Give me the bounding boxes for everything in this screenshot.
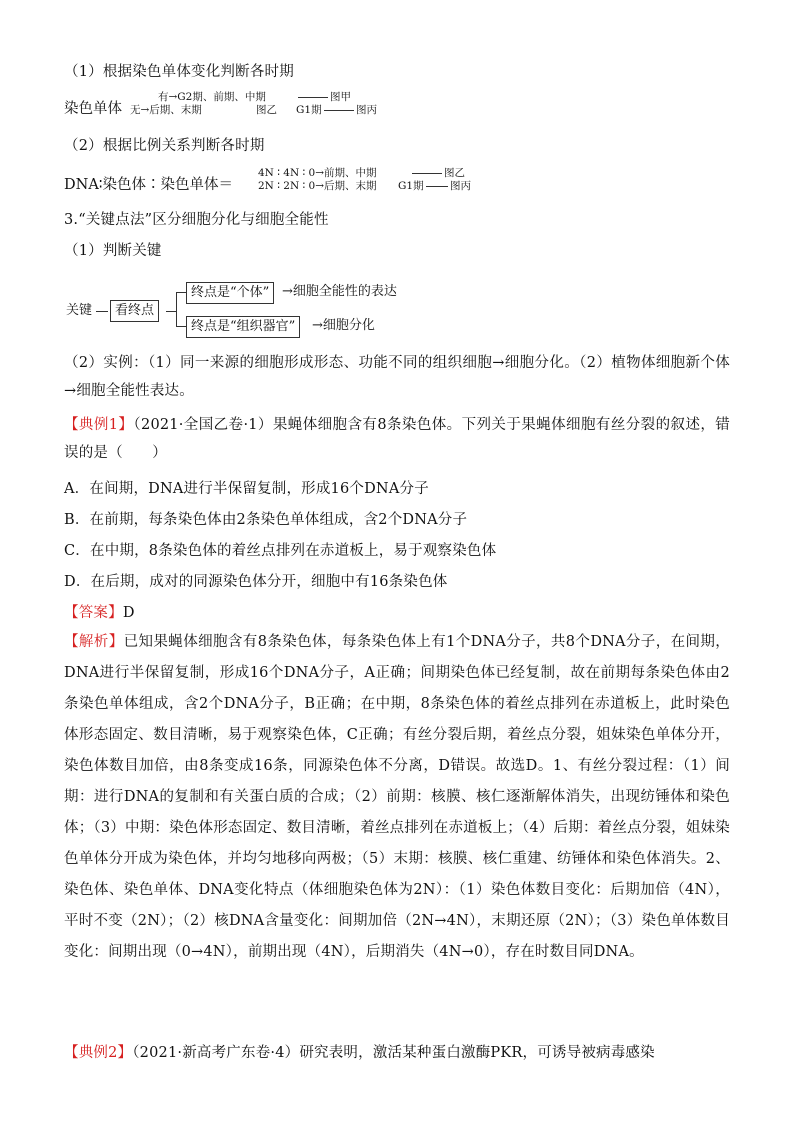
example1-analysis (64, 627, 730, 968)
example2-question (64, 1043, 655, 1063)
diagram-branch-stub (166, 311, 176, 312)
analysis-tag: 【解析】 (64, 634, 124, 650)
example1-option-d: D．在后期，成对的同源染色体分开，细胞中有16条染色体 (64, 574, 448, 590)
heading-key-point-method: 3.“关键点法”区分细胞分化与细胞全能性 (64, 212, 329, 228)
diagram-end-tissue-box: 终点是“组织器官” (186, 316, 300, 338)
diagram-branch-bottom (176, 326, 186, 327)
chromatid-have-target: 图甲 (330, 91, 351, 103)
chromatid-branch-g1: G1期 (296, 104, 322, 116)
diagram-result-differentiation: →细胞分化 (312, 318, 375, 333)
diagram-result-totipotency: →细胞全能性的表达 (282, 284, 397, 299)
example2-stem: （2021·新高考广东卷·4）研究表明，激活某种蛋白激酶PKR，可诱导被病毒感染 (132, 1045, 655, 1061)
example1-stem: （2021·全国乙卷·1）果蝇体细胞含有8条染色体。下列关于果蝇体细胞有丝分裂的叙述，错误的是（ ） (64, 417, 730, 461)
example1-answer (64, 603, 135, 623)
heading-chromatid-method: （1）根据染色单体变化判断各时期 (64, 64, 294, 80)
diagram-branch-vertical (176, 292, 177, 326)
chromatid-prefix: 染色单体 (64, 101, 122, 117)
example-paragraph: （2）实例：（1）同一来源的细胞形成形态、功能不同的组织细胞→细胞分化。（2）植物体细胞新个体→细胞全能性表达。 (64, 355, 730, 399)
example1-option-a: A．在间期，DNA进行半保留复制，形成16个DNA分子 (64, 481, 429, 497)
ratio-bottom-g1: G1期 (398, 180, 424, 192)
analysis-text: 已知果蝇体细胞含有8条染色体，每条染色体上有1个DNA分子，共8个DNA分子，在间期，DNA进行半保留复制，形成16个DNA分子，A正确；间期染色体已经复制，故在前期每条染色体由2条染色单体组成，含2个DNA分子，B正确；在中期，8条染色体的着丝点排列在赤道板上，此时染色体形态固定、数目清晰，易于观察染色体，C正确；有丝分裂后期，着丝点分裂，姐妹染色单体分开，染色体数目加倍，由8条变成16条，同源染色体不分离，D错误。故选D。1、有丝分裂过程：（1）间期：进行DNA的复制和有关蛋白质的合成；（2）前期：核膜、核仁逐渐解体消失，出现纺锤体和染色体；（3）中期：染色体形态固定、数目清晰，着丝点排列在赤道板上；（4）后期：着丝点分裂，姐妹染色单体分开成为染色体，并均匀地移向两极；（5）末期：核膜、核仁重建、纺锤体和染色体消失。2、染色体、染色单体、DNA变化特点（体细胞染色体为2N）：（1）染色体数目变化：后期加倍（4N），平时不变（2N）；（2）核DNA含量变化：间期加倍（2N→4N），末期还原（2N）；（3）染色单体数目变化：间期出现（0→4N），前期出现（4N），后期消失（4N→0），存在时数目同DNA。 (64, 634, 731, 960)
ratio-bottom: 2N ∶ 2N ∶ 0→后期、末期 (258, 180, 377, 192)
ratio-top-target: 图乙 (444, 167, 465, 179)
ratio-top: 4N ∶ 4N ∶ 0→前期、中期 (258, 167, 377, 179)
example2-tag: 【典例2】 (64, 1045, 133, 1061)
diagram-arrow-line (96, 311, 108, 312)
example1-tag: 【典例1】 (64, 417, 134, 433)
ratio-bottom-target: 图丙 (450, 180, 471, 192)
answer-value: D (122, 605, 135, 621)
diagram-end-individual-box: 终点是“个体” (186, 282, 274, 304)
subheading-judgement: （1）判断关键 (64, 243, 162, 259)
chromatid-row-label (64, 100, 122, 118)
diagram-key-label: 关键 (66, 303, 93, 318)
chromatid-g1-target: 图丙 (356, 104, 377, 116)
underline-none (324, 110, 354, 111)
heading-ratio-method: （2）根据比例关系判断各时期 (64, 138, 265, 154)
example1-question (64, 411, 730, 467)
diagram-branch-top (176, 292, 186, 293)
underline-ratio-bottom (426, 186, 448, 187)
diagram-look-endpoint-box: 看终点 (110, 300, 159, 322)
chromatid-branch-none: 无→后期、末期 (130, 104, 202, 116)
underline-ratio-top (412, 173, 442, 174)
answer-tag: 【答案】 (64, 605, 123, 621)
ratio-prefix: DNA∶染色体∶染色单体＝ (64, 177, 234, 193)
chromatid-branch-have: 有→G2期、前期、中期 (158, 91, 266, 103)
example1-option-b: B．在前期，每条染色体由2条染色单体组成，含2个DNA分子 (64, 512, 468, 528)
underline-have (298, 97, 328, 98)
example1-option-c: C．在中期，8条染色体的着丝点排列在赤道板上，易于观察染色体 (64, 543, 497, 559)
chromatid-none-target: 图乙 (256, 104, 277, 116)
